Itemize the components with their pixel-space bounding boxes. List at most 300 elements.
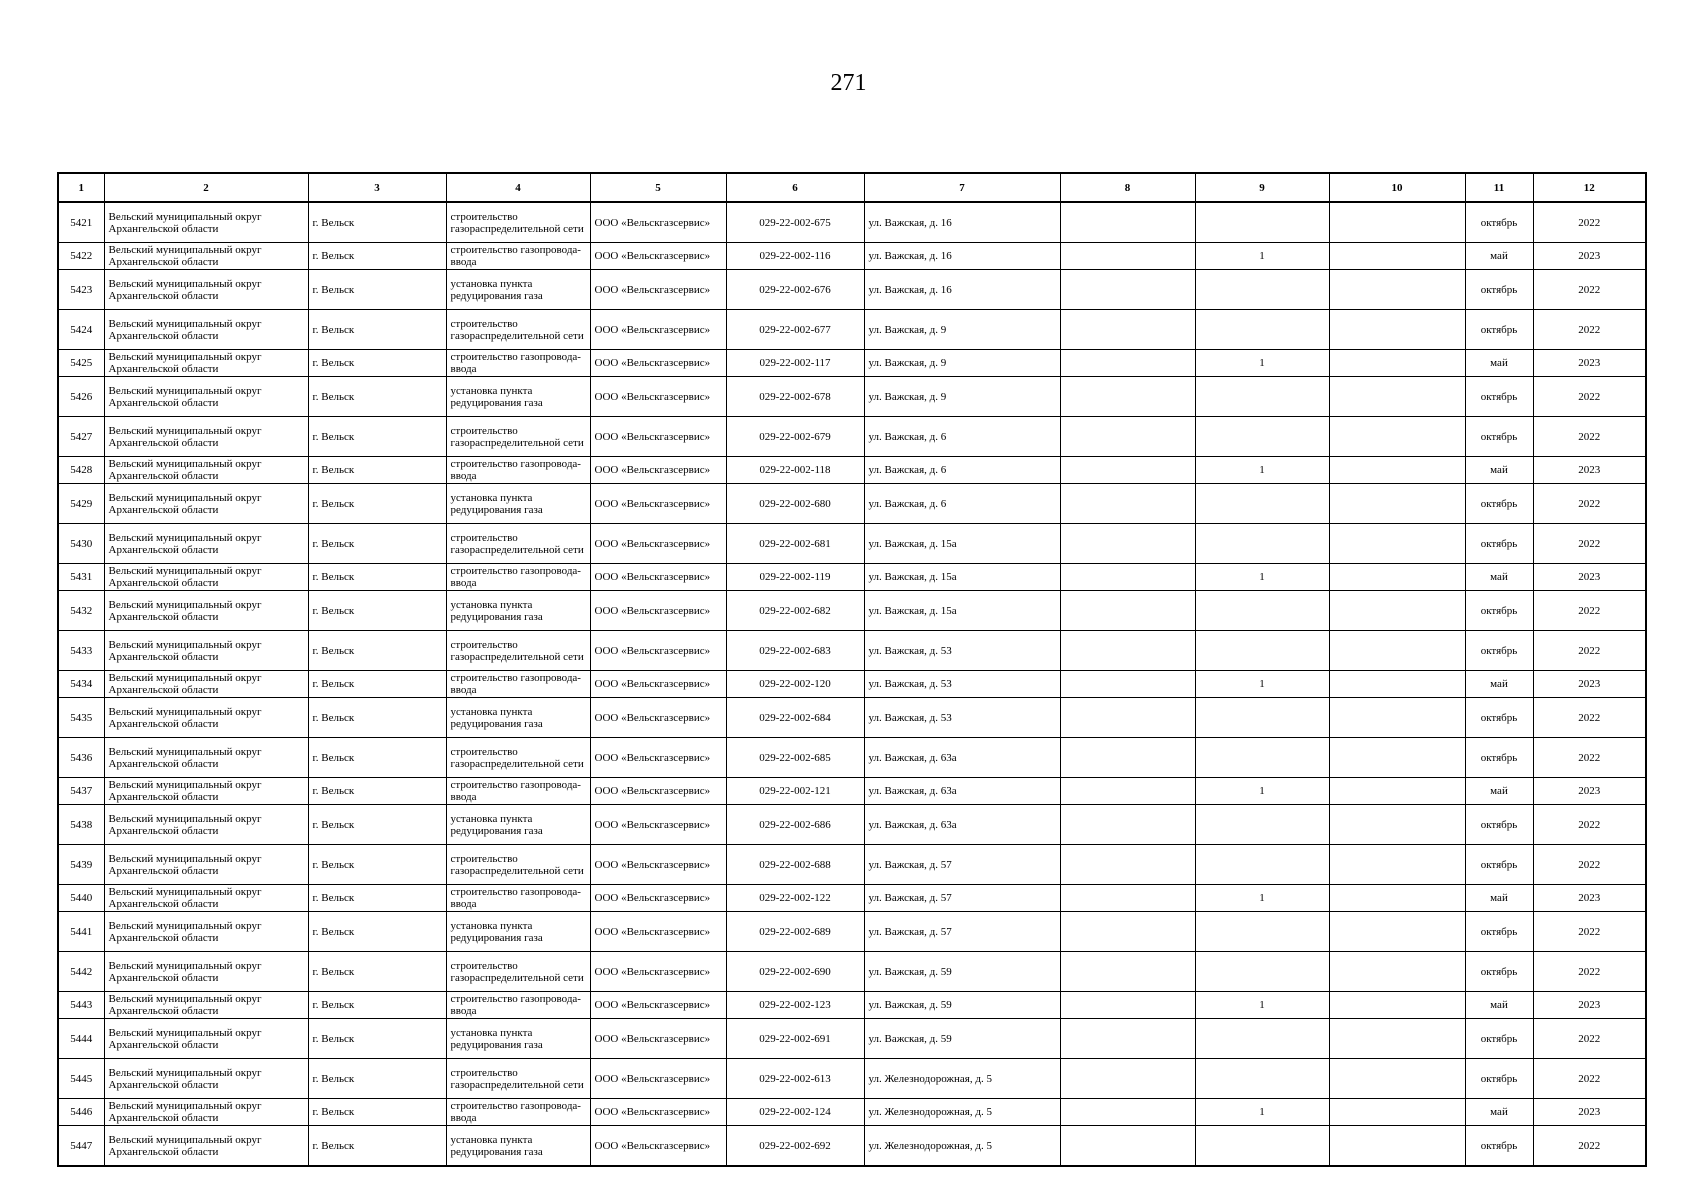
column-9-cell: 1 [1195,992,1329,1019]
table-row [58,845,1646,885]
month-cell: октябрь [1465,484,1533,524]
column-8-cell [1060,912,1195,952]
work-type-cell: строительство газораспределительной сети [446,310,590,350]
district-cell: Вельский муниципальный округ Архангельской области [104,417,308,457]
row-number: 5445 [58,1059,104,1099]
column-header-4: 4 [446,173,590,202]
district-cell: Вельский муниципальный округ Архангельской области [104,1099,308,1126]
locality-cell: г. Вельск [308,377,446,417]
locality-cell: г. Вельск [308,671,446,698]
district-cell: Вельский муниципальный округ Архангельской области [104,1019,308,1059]
locality-cell: г. Вельск [308,524,446,564]
column-10-cell [1329,564,1465,591]
work-type-cell: строительство газораспределительной сети [446,952,590,992]
column-8-cell [1060,350,1195,377]
work-type-cell: строительство газопровода-ввода [446,350,590,377]
work-type-cell: установка пункта редуцирования газа [446,698,590,738]
year-cell: 2022 [1533,1126,1646,1167]
column-8-cell [1060,270,1195,310]
column-8-cell [1060,417,1195,457]
object-code-cell: 029-22-002-682 [726,591,864,631]
month-cell: май [1465,1099,1533,1126]
row-number: 5426 [58,377,104,417]
object-code-cell: 029-22-002-679 [726,417,864,457]
column-9-cell [1195,202,1329,243]
locality-cell: г. Вельск [308,992,446,1019]
object-code-cell: 029-22-002-124 [726,1099,864,1126]
month-cell: октябрь [1465,202,1533,243]
table-row [58,1126,1646,1167]
column-10-cell [1329,591,1465,631]
year-cell: 2023 [1533,243,1646,270]
work-type-cell: строительство газопровода-ввода [446,1099,590,1126]
table-row [58,1059,1646,1099]
organization-cell: ООО «Вельскгазсервис» [590,457,726,484]
year-cell: 2023 [1533,992,1646,1019]
organization-cell: ООО «Вельскгазсервис» [590,778,726,805]
column-10-cell [1329,885,1465,912]
locality-cell: г. Вельск [308,778,446,805]
column-header-7: 7 [864,173,1060,202]
locality-cell: г. Вельск [308,912,446,952]
table-row [58,885,1646,912]
locality-cell: г. Вельск [308,952,446,992]
column-9-cell: 1 [1195,564,1329,591]
column-header-12: 12 [1533,173,1646,202]
column-8-cell [1060,845,1195,885]
object-code-cell: 029-22-002-684 [726,698,864,738]
column-9-cell [1195,738,1329,778]
district-cell: Вельский муниципальный округ Архангельской области [104,631,308,671]
row-number: 5432 [58,591,104,631]
row-number: 5434 [58,671,104,698]
locality-cell: г. Вельск [308,270,446,310]
column-10-cell [1329,698,1465,738]
column-9-cell [1195,631,1329,671]
year-cell: 2022 [1533,377,1646,417]
year-cell: 2023 [1533,1099,1646,1126]
column-header-3: 3 [308,173,446,202]
column-8-cell [1060,805,1195,845]
month-cell: май [1465,778,1533,805]
locality-cell: г. Вельск [308,1059,446,1099]
locality-cell: г. Вельск [308,738,446,778]
organization-cell: ООО «Вельскгазсервис» [590,310,726,350]
column-10-cell [1329,1126,1465,1167]
column-header-2: 2 [104,173,308,202]
column-header-1: 1 [58,173,104,202]
organization-cell: ООО «Вельскгазсервис» [590,631,726,671]
organization-cell: ООО «Вельскгазсервис» [590,1126,726,1167]
column-8-cell [1060,243,1195,270]
column-9-cell [1195,845,1329,885]
month-cell: октябрь [1465,698,1533,738]
column-9-cell [1195,952,1329,992]
address-cell: ул. Важская, д. 9 [864,377,1060,417]
locality-cell: г. Вельск [308,631,446,671]
column-8-cell [1060,778,1195,805]
page-number: 271 [830,70,867,96]
row-number: 5437 [58,778,104,805]
month-cell: октябрь [1465,591,1533,631]
district-cell: Вельский муниципальный округ Архангельской области [104,350,308,377]
address-cell: ул. Важская, д. 53 [864,671,1060,698]
district-cell: Вельский муниципальный округ Архангельской области [104,243,308,270]
column-9-cell [1195,417,1329,457]
column-9-cell [1195,591,1329,631]
year-cell: 2022 [1533,952,1646,992]
table-row [58,457,1646,484]
table-row [58,671,1646,698]
organization-cell: ООО «Вельскгазсервис» [590,377,726,417]
organization-cell: ООО «Вельскгазсервис» [590,591,726,631]
organization-cell: ООО «Вельскгазсервис» [590,1099,726,1126]
address-cell: ул. Важская, д. 63а [864,805,1060,845]
object-code-cell: 029-22-002-119 [726,564,864,591]
district-cell: Вельский муниципальный округ Архангельской области [104,845,308,885]
column-10-cell [1329,778,1465,805]
row-number: 5423 [58,270,104,310]
locality-cell: г. Вельск [308,845,446,885]
year-cell: 2022 [1533,805,1646,845]
address-cell: ул. Важская, д. 15а [864,591,1060,631]
column-8-cell [1060,310,1195,350]
table-row [58,564,1646,591]
row-number: 5431 [58,564,104,591]
work-type-cell: установка пункта редуцирования газа [446,484,590,524]
table-row [58,698,1646,738]
row-number: 5436 [58,738,104,778]
table-row [58,484,1646,524]
registry-table [57,172,1647,1167]
month-cell: октябрь [1465,417,1533,457]
district-cell: Вельский муниципальный округ Архангельской области [104,778,308,805]
address-cell: ул. Важская, д. 57 [864,885,1060,912]
district-cell: Вельский муниципальный округ Архангельской области [104,698,308,738]
work-type-cell: установка пункта редуцирования газа [446,270,590,310]
work-type-cell: строительство газопровода-ввода [446,457,590,484]
object-code-cell: 029-22-002-675 [726,202,864,243]
row-number: 5428 [58,457,104,484]
work-type-cell: установка пункта редуцирования газа [446,805,590,845]
work-type-cell: установка пункта редуцирования газа [446,912,590,952]
year-cell: 2022 [1533,631,1646,671]
column-9-cell [1195,377,1329,417]
district-cell: Вельский муниципальный округ Архангельской области [104,484,308,524]
table-row [58,912,1646,952]
column-header-8: 8 [1060,173,1195,202]
year-cell: 2023 [1533,778,1646,805]
address-cell: ул. Важская, д. 16 [864,270,1060,310]
row-number: 5421 [58,202,104,243]
organization-cell: ООО «Вельскгазсервис» [590,912,726,952]
month-cell: октябрь [1465,270,1533,310]
object-code-cell: 029-22-002-690 [726,952,864,992]
column-10-cell [1329,845,1465,885]
column-9-cell [1195,698,1329,738]
address-cell: ул. Важская, д. 53 [864,631,1060,671]
object-code-cell: 029-22-002-116 [726,243,864,270]
object-code-cell: 029-22-002-685 [726,738,864,778]
organization-cell: ООО «Вельскгазсервис» [590,671,726,698]
column-8-cell [1060,484,1195,524]
address-cell: ул. Важская, д. 63а [864,738,1060,778]
work-type-cell: строительство газопровода-ввода [446,564,590,591]
year-cell: 2023 [1533,564,1646,591]
column-9-cell: 1 [1195,1099,1329,1126]
year-cell: 2022 [1533,1019,1646,1059]
year-cell: 2022 [1533,845,1646,885]
column-8-cell [1060,698,1195,738]
district-cell: Вельский муниципальный округ Архангельской области [104,202,308,243]
column-10-cell [1329,671,1465,698]
row-number: 5447 [58,1126,104,1167]
table-row [58,243,1646,270]
organization-cell: ООО «Вельскгазсервис» [590,885,726,912]
address-cell: ул. Важская, д. 63а [864,778,1060,805]
table-row [58,310,1646,350]
object-code-cell: 029-22-002-689 [726,912,864,952]
column-header-9: 9 [1195,173,1329,202]
object-code-cell: 029-22-002-691 [726,1019,864,1059]
district-cell: Вельский муниципальный округ Архангельской области [104,912,308,952]
month-cell: октябрь [1465,1019,1533,1059]
column-header-11: 11 [1465,173,1533,202]
column-10-cell [1329,484,1465,524]
object-code-cell: 029-22-002-120 [726,671,864,698]
column-8-cell [1060,1019,1195,1059]
month-cell: октябрь [1465,845,1533,885]
year-cell: 2022 [1533,738,1646,778]
work-type-cell: строительство газораспределительной сети [446,524,590,564]
address-cell: ул. Важская, д. 15а [864,564,1060,591]
month-cell: октябрь [1465,805,1533,845]
month-cell: октябрь [1465,952,1533,992]
column-9-cell: 1 [1195,778,1329,805]
header-row [58,173,1646,202]
year-cell: 2023 [1533,671,1646,698]
district-cell: Вельский муниципальный округ Архангельской области [104,805,308,845]
locality-cell: г. Вельск [308,1019,446,1059]
organization-cell: ООО «Вельскгазсервис» [590,845,726,885]
column-9-cell [1195,912,1329,952]
table-row [58,805,1646,845]
column-10-cell [1329,992,1465,1019]
object-code-cell: 029-22-002-118 [726,457,864,484]
column-10-cell [1329,1099,1465,1126]
district-cell: Вельский муниципальный округ Архангельской области [104,885,308,912]
address-cell: ул. Важская, д. 53 [864,698,1060,738]
month-cell: октябрь [1465,631,1533,671]
district-cell: Вельский муниципальный округ Архангельской области [104,524,308,564]
column-8-cell [1060,377,1195,417]
column-8-cell [1060,202,1195,243]
work-type-cell: строительство газопровода-ввода [446,671,590,698]
address-cell: ул. Важская, д. 6 [864,457,1060,484]
organization-cell: ООО «Вельскгазсервис» [590,564,726,591]
table-row [58,524,1646,564]
month-cell: май [1465,350,1533,377]
row-number: 5422 [58,243,104,270]
organization-cell: ООО «Вельскгазсервис» [590,484,726,524]
locality-cell: г. Вельск [308,591,446,631]
locality-cell: г. Вельск [308,243,446,270]
year-cell: 2022 [1533,310,1646,350]
district-cell: Вельский муниципальный округ Архангельской области [104,992,308,1019]
table-row [58,738,1646,778]
column-8-cell [1060,992,1195,1019]
column-9-cell: 1 [1195,350,1329,377]
work-type-cell: строительство газораспределительной сети [446,845,590,885]
column-9-cell [1195,484,1329,524]
column-8-cell [1060,1099,1195,1126]
object-code-cell: 029-22-002-683 [726,631,864,671]
column-9-cell [1195,1019,1329,1059]
row-number: 5442 [58,952,104,992]
address-cell: ул. Железнодорожная, д. 5 [864,1059,1060,1099]
work-type-cell: строительство газораспределительной сети [446,738,590,778]
table-header [58,173,1646,202]
address-cell: ул. Важская, д. 6 [864,484,1060,524]
year-cell: 2022 [1533,417,1646,457]
work-type-cell: строительство газопровода-ввода [446,243,590,270]
column-10-cell [1329,417,1465,457]
object-code-cell: 029-22-002-122 [726,885,864,912]
month-cell: май [1465,885,1533,912]
column-8-cell [1060,591,1195,631]
address-cell: ул. Важская, д. 59 [864,992,1060,1019]
table-row [58,1019,1646,1059]
column-8-cell [1060,885,1195,912]
month-cell: октябрь [1465,377,1533,417]
column-10-cell [1329,1019,1465,1059]
column-9-cell [1195,805,1329,845]
column-8-cell [1060,631,1195,671]
column-9-cell [1195,270,1329,310]
work-type-cell: установка пункта редуцирования газа [446,1019,590,1059]
organization-cell: ООО «Вельскгазсервис» [590,1019,726,1059]
work-type-cell: установка пункта редуцирования газа [446,377,590,417]
table-row [58,992,1646,1019]
district-cell: Вельский муниципальный округ Архангельской области [104,564,308,591]
object-code-cell: 029-22-002-692 [726,1126,864,1167]
row-number: 5435 [58,698,104,738]
work-type-cell: строительство газораспределительной сети [446,1059,590,1099]
column-8-cell [1060,524,1195,564]
work-type-cell: строительство газораспределительной сети [446,417,590,457]
object-code-cell: 029-22-002-688 [726,845,864,885]
table-row [58,202,1646,243]
object-code-cell: 029-22-002-686 [726,805,864,845]
column-header-6: 6 [726,173,864,202]
address-cell: ул. Важская, д. 59 [864,952,1060,992]
row-number: 5438 [58,805,104,845]
column-9-cell [1195,310,1329,350]
table-row [58,350,1646,377]
column-8-cell [1060,1126,1195,1167]
district-cell: Вельский муниципальный округ Архангельской области [104,270,308,310]
year-cell: 2022 [1533,591,1646,631]
work-type-cell: установка пункта редуцирования газа [446,591,590,631]
year-cell: 2022 [1533,484,1646,524]
district-cell: Вельский муниципальный округ Архангельской области [104,952,308,992]
address-cell: ул. Важская, д. 57 [864,845,1060,885]
object-code-cell: 029-22-002-677 [726,310,864,350]
locality-cell: г. Вельск [308,484,446,524]
column-9-cell [1195,1126,1329,1167]
year-cell: 2022 [1533,1059,1646,1099]
column-10-cell [1329,524,1465,564]
column-8-cell [1060,738,1195,778]
column-10-cell [1329,631,1465,671]
organization-cell: ООО «Вельскгазсервис» [590,1059,726,1099]
address-cell: ул. Важская, д. 9 [864,350,1060,377]
column-10-cell [1329,738,1465,778]
month-cell: май [1465,243,1533,270]
table-row [58,417,1646,457]
work-type-cell: строительство газопровода-ввода [446,778,590,805]
organization-cell: ООО «Вельскгазсервис» [590,952,726,992]
column-10-cell [1329,1059,1465,1099]
column-8-cell [1060,564,1195,591]
address-cell: ул. Важская, д. 9 [864,310,1060,350]
column-9-cell [1195,524,1329,564]
locality-cell: г. Вельск [308,417,446,457]
work-type-cell: строительство газораспределительной сети [446,202,590,243]
object-code-cell: 029-22-002-678 [726,377,864,417]
district-cell: Вельский муниципальный округ Архангельской области [104,591,308,631]
column-9-cell: 1 [1195,243,1329,270]
address-cell: ул. Железнодорожная, д. 5 [864,1099,1060,1126]
month-cell: май [1465,457,1533,484]
district-cell: Вельский муниципальный округ Архангельской области [104,738,308,778]
month-cell: октябрь [1465,524,1533,564]
column-8-cell [1060,457,1195,484]
row-number: 5440 [58,885,104,912]
district-cell: Вельский муниципальный округ Архангельской области [104,1059,308,1099]
organization-cell: ООО «Вельскгазсервис» [590,243,726,270]
organization-cell: ООО «Вельскгазсервис» [590,698,726,738]
column-header-5: 5 [590,173,726,202]
month-cell: октябрь [1465,1059,1533,1099]
table-body [58,202,1646,1166]
row-number: 5425 [58,350,104,377]
column-9-cell [1195,1059,1329,1099]
column-10-cell [1329,912,1465,952]
address-cell: ул. Железнодорожная, д. 5 [864,1126,1060,1167]
address-cell: ул. Важская, д. 57 [864,912,1060,952]
table-row [58,1099,1646,1126]
row-number: 5439 [58,845,104,885]
organization-cell: ООО «Вельскгазсервис» [590,738,726,778]
object-code-cell: 029-22-002-123 [726,992,864,1019]
locality-cell: г. Вельск [308,350,446,377]
object-code-cell: 029-22-002-613 [726,1059,864,1099]
column-10-cell [1329,952,1465,992]
year-cell: 2023 [1533,457,1646,484]
column-8-cell [1060,1059,1195,1099]
year-cell: 2022 [1533,524,1646,564]
row-number: 5444 [58,1019,104,1059]
column-9-cell: 1 [1195,457,1329,484]
column-10-cell [1329,350,1465,377]
column-10-cell [1329,805,1465,845]
column-10-cell [1329,243,1465,270]
locality-cell: г. Вельск [308,457,446,484]
locality-cell: г. Вельск [308,202,446,243]
work-type-cell: строительство газопровода-ввода [446,992,590,1019]
locality-cell: г. Вельск [308,1099,446,1126]
